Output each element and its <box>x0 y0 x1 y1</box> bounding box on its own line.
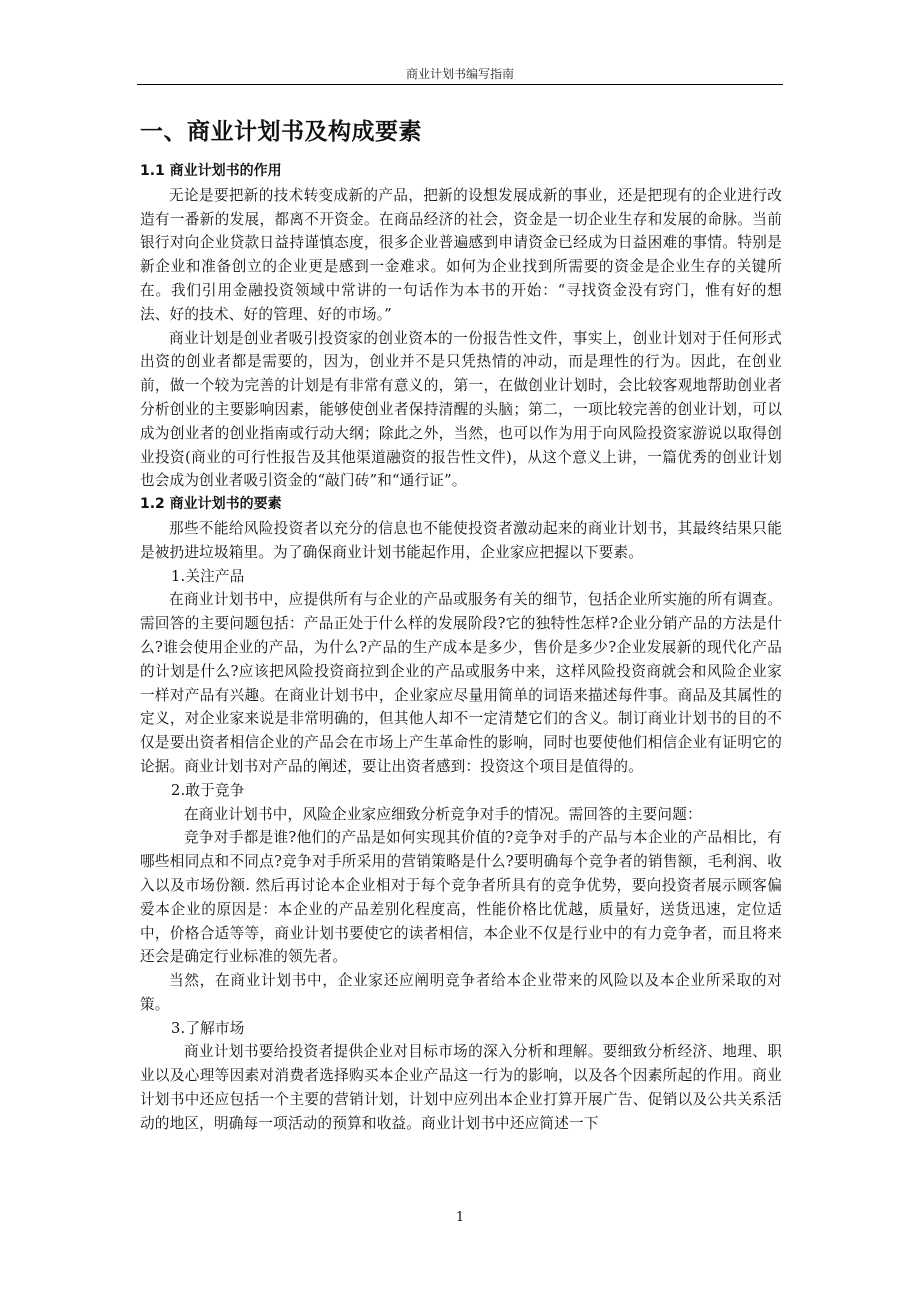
paragraph: 那些不能给风险投资者以充分的信息也不能使投资者激动起来的商业计划书，其最终结果只能是被扔进垃圾箱里。为了确保商业计划书能起作用，企业家应把握以下要素。 <box>140 519 782 561</box>
subsection-title-product: 1.关注产品 <box>171 567 245 585</box>
paragraph: 无论是要把新的技术转变成新的产品，把新的设想发展成新的事业，还是把现有的企业进行改造有一番新的发展，都离不开资金。在商品经济的社会，资金是一切企业生存和发展的命脉。当前银行对向企业贷款日益持谨慎态度，很多企业普遍感到申请资金已经成为日益困难的事情。特别是新企业和准备创立的企业更是感到一金难求。如何为企业找到所需要的资金是企业生存的关键所在。我们引用金融投资领域中常讲的一句话作为本书的开始：“寻找资金没有窍门，惟有好的想法、好的技术、好的管理、好的市场。” <box>140 186 782 323</box>
section-heading-1-1: 1.1 商业计划书的作用 <box>140 163 282 179</box>
subsection-title-market: 3.了解市场 <box>171 1019 245 1037</box>
paragraph: 商业计划是创业者吸引投资家的创业资本的一份报告性文件，事实上，创业计划对于任何形式出资的创业者都是需要的，因为，创业并不是只凭热情的冲动，而是理性的行为。因此，在创业前，做一个较为完善的计划是有非常有意义的，第一，在做创业计划时，会比较客观地帮助创业者分析创业的主要影响因素，能够使创业者保持清醒的头脑；第二，一项比较完善的创业计划，可以成为创业者的创业指南或行动大纲；除此之外，当然，也可以作为用于向风险投资家游说以取得创业投资(商业的可行性报告及其他渠道融资的报告性文件)，从这个意义上讲，一篇优秀的创业计划也会成为创业者吸引资金的“敲门砖”和“通行证”。 <box>140 329 782 490</box>
paragraph: 在商业计划书中，风险企业家应细致分析竞争对手的情况。需回答的主要问题： <box>184 805 702 823</box>
page-header: 商业计划书编写指南 <box>405 67 514 81</box>
header-divider <box>137 84 783 85</box>
paragraph: 在商业计划书中，应提供所有与企业的产品或服务有关的细节，包括企业所实施的所有调查。需回答的主要问题包括：产品正处于什么样的发展阶段?它的独特性怎样?企业分销产品的方法是什么?谁会使用企业的产品，为什么?产品的生产成本是多少，售价是多少?企业发展新的现代化产品的计划是什么?应该把风险投资商拉到企业的产品或服务中来，这样风险投资商就会和风险企业家一样对产品有兴趣。在商业计划书中，企业家应尽量用简单的词语来描述每件事。商品及其属性的定义，对企业家来说是非常明确的，但其他人却不一定清楚它们的含义。制订商业计划书的目的不仅是要出资者相信企业的产品会在市场上产生革命性的影响，同时也要使他们相信企业有证明它的论据。商业计划书对产品的阐述，要让出资者感到：投资这个项目是值得的。 <box>140 591 782 775</box>
paragraph: 当然，在商业计划书中，企业家还应阐明竞争者给本企业带来的风险以及本企业所采取的对策。 <box>140 972 782 1013</box>
subsection-title-competition: 2.敢于竞争 <box>171 781 245 799</box>
chapter-title: 一、商业计划书及构成要素 <box>140 119 422 145</box>
paragraph: 商业计划书要给投资者提供企业对目标市场的深入分析和理解。要细致分析经济、地理、职业以及心理等因素对消费者选择购买本企业产品这一行为的影响，以及各个因素所起的作用。商业计划书中还应包括一个主要的营销计划，计划中应列出本企业打算开展广告、促销以及公共关系活动的地区，明确每一项活动的预算和收益。商业计划书中还应简述一下 <box>140 1043 782 1132</box>
page-number: 1 <box>455 1210 465 1225</box>
section-heading-1-2: 1.2 商业计划书的要素 <box>140 496 282 513</box>
paragraph: 竞争对手都是谁?他们的产品是如何实现其价值的?竞争对手的产品与本企业的产品相比，有哪些相同点和不同点?竞争对手所采用的营销策略是什么?要明确每个竞争者的销售额，毛利润、收入以及市场份额. 然后再讨论本企业相对于每个竞争者所具有的竞争优势，要向投资者展示顾客偏爱本企业的原因是：本企业的产品差别化程度高，性能价格比优越，质量好，送货迅速，定位适中，价格合适等等，商业计划书要使它的读者相信，本企业不仅是行业中的有力竞争者，而且将来还会是确定行业标准的领先者。 <box>140 829 782 966</box>
document-body <box>140 112 782 1136</box>
